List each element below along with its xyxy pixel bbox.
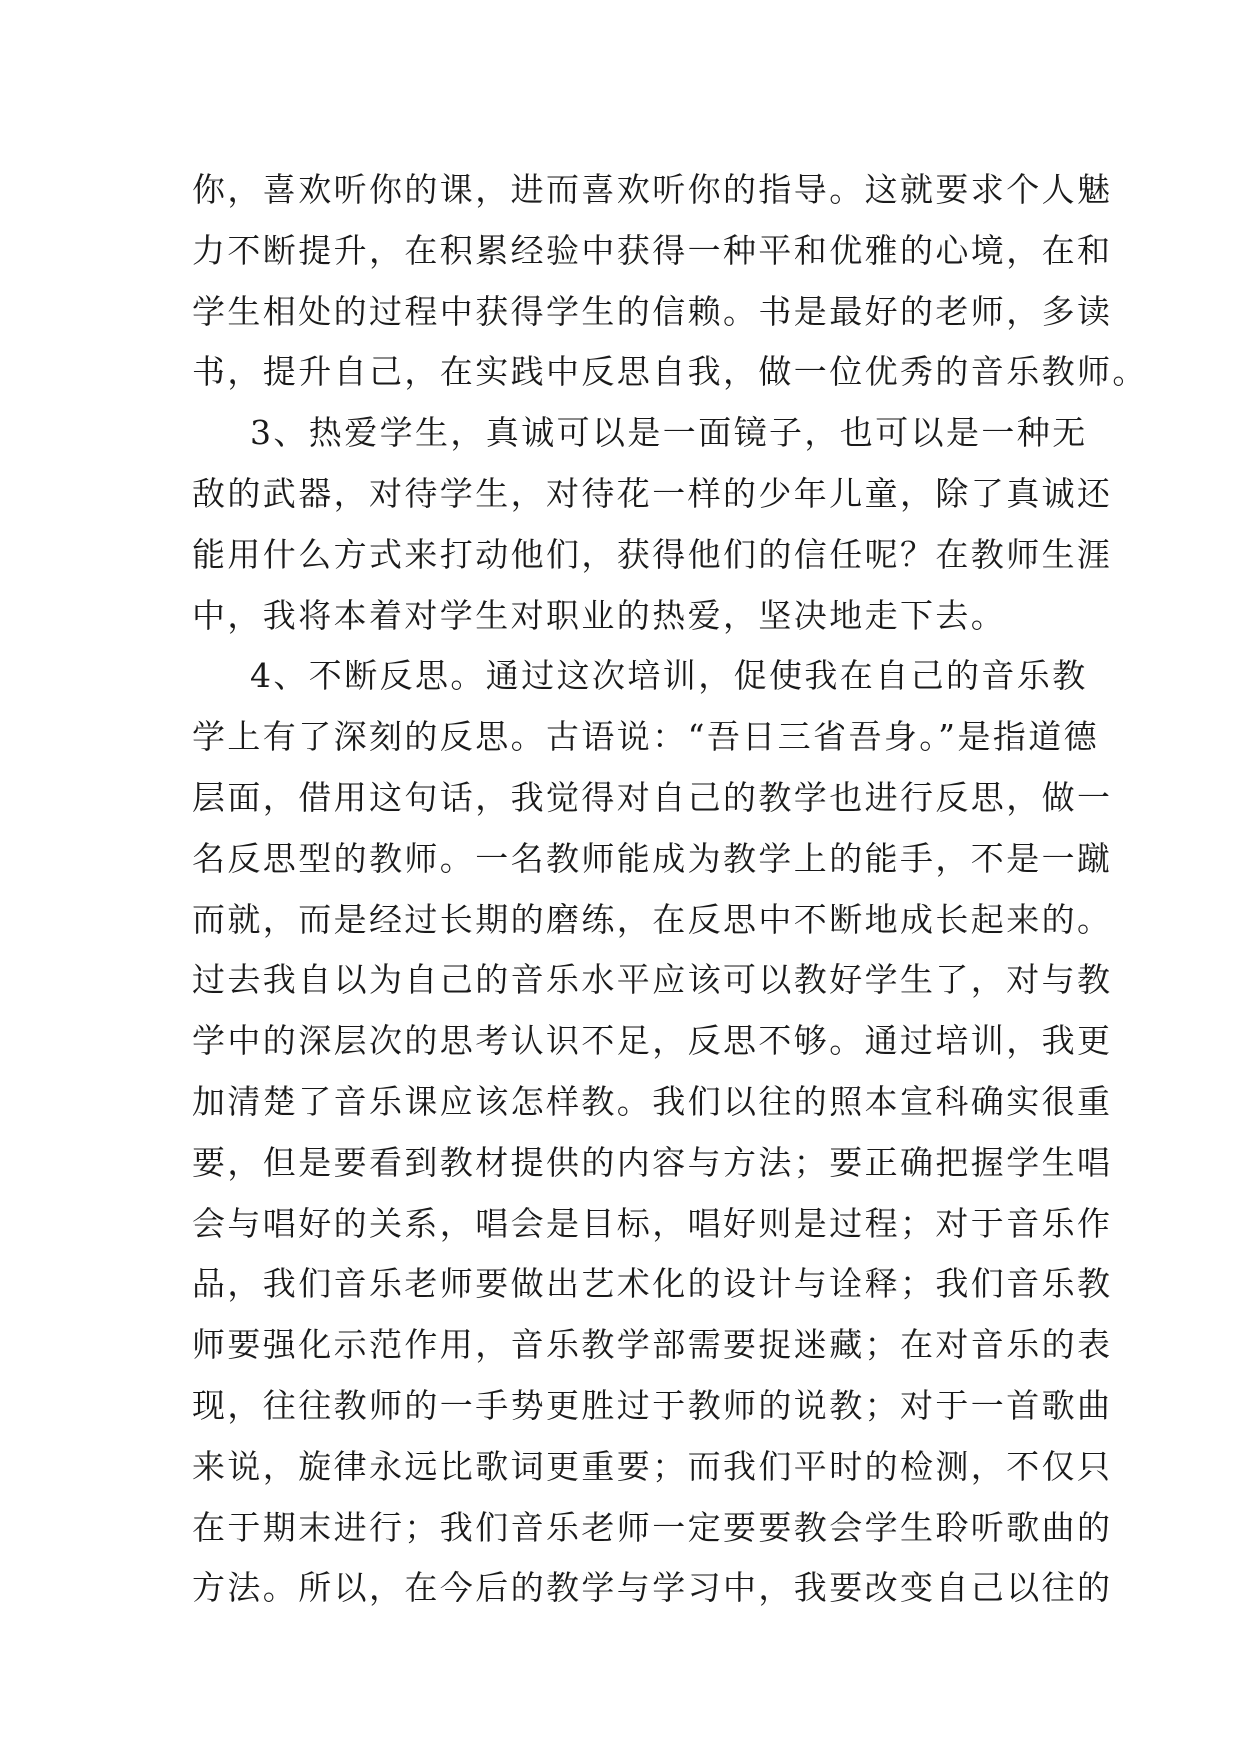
body-text: [192, 160, 1148, 1619]
text-line: 层面，借用这句话，我觉得对自己的教学也进行反思，做一: [192, 777, 1113, 817]
text-line: 而就，而是经过长期的磨练，在反思中不断地成长起来的。: [192, 899, 1113, 939]
text-line: 学中的深层次的思考认识不足，反思不够。通过培训，我更: [192, 1021, 1113, 1061]
text-line: 能用什么方式来打动他们，获得他们的信任呢？在教师生涯: [192, 534, 1113, 574]
text-line: 敌的武器，对待学生，对待花一样的少年儿童，除了真诚还: [192, 473, 1113, 513]
text-line: 书，提升自己，在实践中反思自我，做一位优秀的音乐教师。: [192, 352, 1148, 392]
text-line: 品，我们音乐老师要做出艺术化的设计与诠释；我们音乐教: [192, 1264, 1113, 1304]
text-line: 中，我将本着对学生对职业的热爱，坚决地走下去。: [192, 595, 1007, 635]
text-line: 3、热爱学生，真诚可以是一面镜子，也可以是一种无: [250, 413, 1088, 453]
text-line: 名反思型的教师。一名教师能成为教学上的能手，不是一蹴: [192, 838, 1113, 878]
text-line: 学生相处的过程中获得学生的信赖。书是最好的老师，多读: [192, 291, 1113, 331]
text-line: 过去我自以为自己的音乐水平应该可以教好学生了，对与教: [192, 960, 1113, 1000]
text-line: 学上有了深刻的反思。古语说：“吾日三省吾身。”是指道德: [192, 717, 1100, 757]
text-line: 现，往往教师的一手势更胜过于教师的说教；对于一首歌曲: [192, 1385, 1113, 1425]
text-line: 师要强化示范作用，音乐教学部需要捉迷藏；在对音乐的表: [192, 1325, 1113, 1365]
text-line: 力不断提升，在积累经验中获得一种平和优雅的心境，在和: [192, 230, 1113, 270]
text-line: 加清楚了音乐课应该怎样教。我们以往的照本宣科确实很重: [192, 1081, 1113, 1121]
text-line: 来说，旋律永远比歌词更重要；而我们平时的检测，不仅只: [192, 1446, 1113, 1486]
text-line: 你，喜欢听你的课，进而喜欢听你的指导。这就要求个人魅: [192, 170, 1113, 209]
text-line: 在于期末进行；我们音乐老师一定要要教会学生聆听歌曲的: [192, 1507, 1113, 1547]
text-line: 要，但是要看到教材提供的内容与方法；要正确把握学生唱: [192, 1142, 1113, 1182]
text-line: 会与唱好的关系，唱会是目标，唱好则是过程；对于音乐作: [192, 1203, 1113, 1243]
text-line: 4、不断反思。通过这次培训，促使我在自己的音乐教: [250, 656, 1088, 696]
text-line: 方法。所以，在今后的教学与学习中，我要改变自己以往的: [192, 1568, 1113, 1608]
